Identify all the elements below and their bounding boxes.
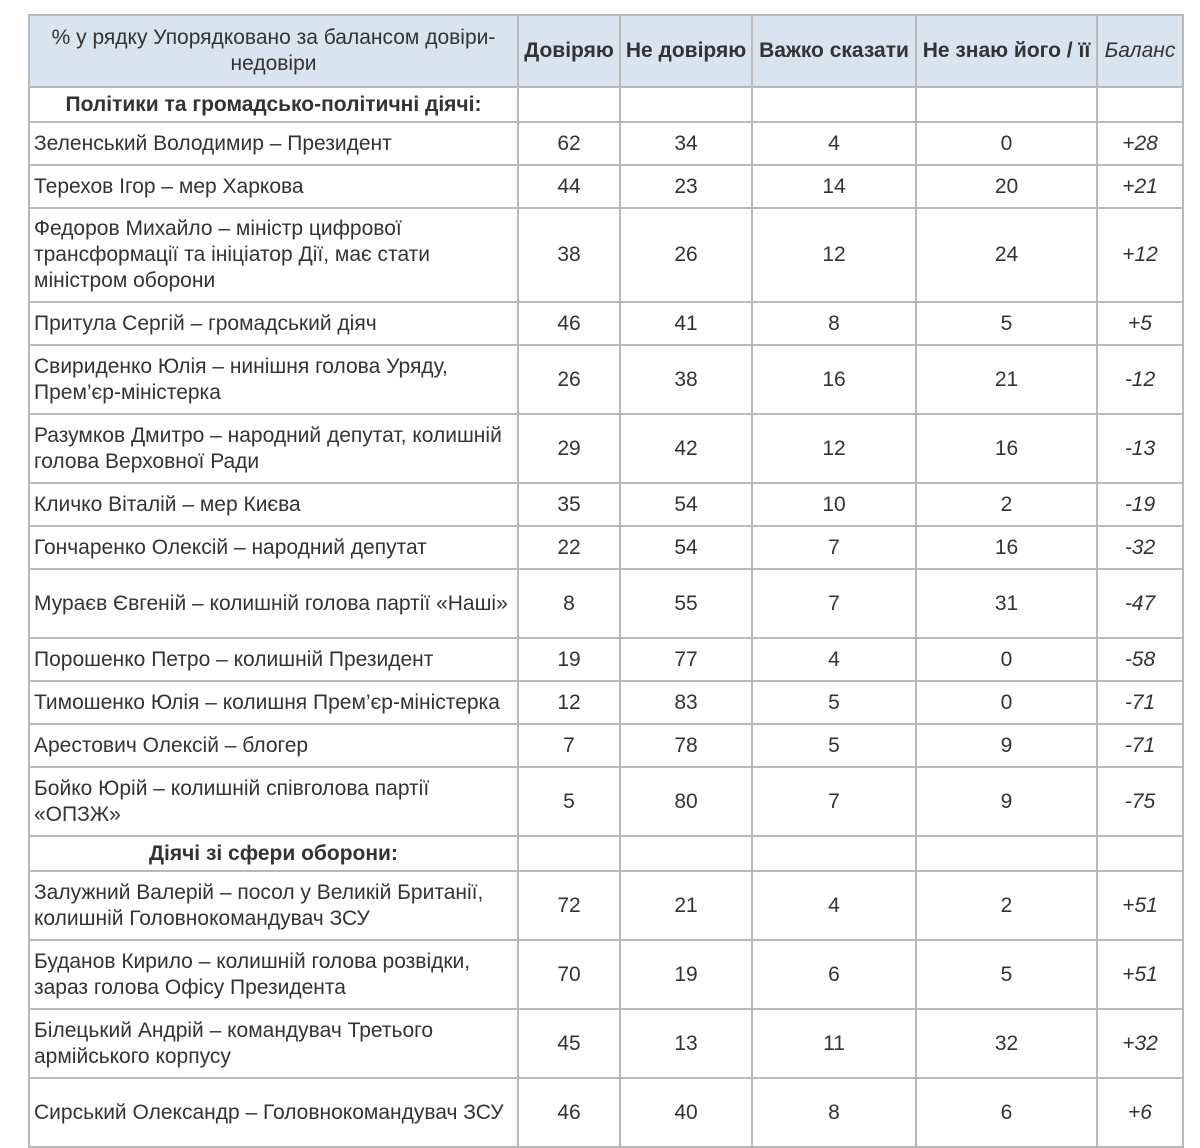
hard-to-say-cell: 8	[752, 302, 916, 345]
header-distrust: Не довіряю	[620, 15, 752, 87]
trust-cell: 19	[518, 638, 620, 681]
person-name-cell: Залужний Валерій – посол у Великій Британії, колишній Головнокомандувач ЗСУ	[29, 871, 518, 940]
hard-to-say-cell: 7	[752, 569, 916, 638]
person-name-cell: Федоров Михайло – міністр цифрової трансформації та ініціатор Дії, має стати міністром оборони	[29, 208, 518, 302]
section-empty-cell	[1097, 87, 1183, 122]
distrust-cell: 80	[620, 767, 752, 836]
distrust-cell: 83	[620, 681, 752, 724]
trust-cell: 5	[518, 767, 620, 836]
table-row	[29, 871, 1183, 940]
hard-to-say-cell: 7	[752, 767, 916, 836]
hard-to-say-cell: 4	[752, 638, 916, 681]
person-name-cell: Бойко Юрій – колишній співголова партії «ОПЗЖ»	[29, 767, 518, 836]
hard-to-say-cell: 7	[752, 526, 916, 569]
table-row	[29, 302, 1183, 345]
trust-cell: 44	[518, 165, 620, 208]
balance-cell: -71	[1097, 681, 1183, 724]
person-name-cell: Порошенко Петро – колишній Президент	[29, 638, 518, 681]
person-name-cell: Мураєв Євгеній – колишній голова партії «Наші»	[29, 569, 518, 638]
table-row	[29, 345, 1183, 414]
header-row	[29, 15, 1183, 87]
section-title: Політики та громадсько-політичні діячі:	[29, 87, 518, 122]
section-empty-cell	[1097, 836, 1183, 871]
dont-know-cell: 2	[916, 871, 1097, 940]
trust-cell: 72	[518, 871, 620, 940]
distrust-cell: 26	[620, 208, 752, 302]
trust-cell: 29	[518, 414, 620, 483]
distrust-cell: 54	[620, 483, 752, 526]
balance-cell: +51	[1097, 871, 1183, 940]
distrust-cell: 38	[620, 345, 752, 414]
trust-cell: 35	[518, 483, 620, 526]
person-name-cell: Буданов Кирило – колишній голова розвідки, зараз голова Офісу Президента	[29, 940, 518, 1009]
balance-cell: -47	[1097, 569, 1183, 638]
dont-know-cell: 9	[916, 767, 1097, 836]
section-row	[29, 87, 1183, 122]
header-name-column: % у рядку Упорядковано за балансом довіри-недовіри	[29, 15, 518, 87]
trust-table-container	[28, 14, 1182, 1148]
person-name-cell: Тимошенко Юлія – колишня Прем’єр-міністерка	[29, 681, 518, 724]
hard-to-say-cell: 12	[752, 414, 916, 483]
dont-know-cell: 5	[916, 302, 1097, 345]
hard-to-say-cell: 14	[752, 165, 916, 208]
hard-to-say-cell: 6	[752, 940, 916, 1009]
table-row	[29, 681, 1183, 724]
person-name-cell: Гончаренко Олексій – народний депутат	[29, 526, 518, 569]
trust-cell: 26	[518, 345, 620, 414]
person-name-cell: Білецький Андрій – командувач Третього армійського корпусу	[29, 1009, 518, 1078]
table-row	[29, 1078, 1183, 1147]
distrust-cell: 78	[620, 724, 752, 767]
section-empty-cell	[916, 836, 1097, 871]
person-name-cell: Терехов Ігор – мер Харкова	[29, 165, 518, 208]
distrust-cell: 34	[620, 122, 752, 165]
dont-know-cell: 20	[916, 165, 1097, 208]
dont-know-cell: 21	[916, 345, 1097, 414]
person-name-cell: Разумков Дмитро – народний депутат, колишній голова Верховної Ради	[29, 414, 518, 483]
hard-to-say-cell: 5	[752, 724, 916, 767]
person-name-cell: Сирський Олександр – Головнокомандувач ЗСУ	[29, 1078, 518, 1147]
distrust-cell: 54	[620, 526, 752, 569]
distrust-cell: 42	[620, 414, 752, 483]
table-row	[29, 1009, 1183, 1078]
section-empty-cell	[916, 87, 1097, 122]
balance-cell: -32	[1097, 526, 1183, 569]
balance-cell: +51	[1097, 940, 1183, 1009]
trust-cell: 8	[518, 569, 620, 638]
dont-know-cell: 24	[916, 208, 1097, 302]
balance-cell: -75	[1097, 767, 1183, 836]
dont-know-cell: 9	[916, 724, 1097, 767]
distrust-cell: 55	[620, 569, 752, 638]
table-row	[29, 569, 1183, 638]
trust-cell: 70	[518, 940, 620, 1009]
dont-know-cell: 32	[916, 1009, 1097, 1078]
header-trust: Довіряю	[518, 15, 620, 87]
table-row	[29, 414, 1183, 483]
page-top-strip	[0, 0, 1200, 14]
distrust-cell: 40	[620, 1078, 752, 1147]
section-empty-cell	[620, 836, 752, 871]
balance-cell: -12	[1097, 345, 1183, 414]
section-empty-cell	[620, 87, 752, 122]
balance-cell: +28	[1097, 122, 1183, 165]
table-row	[29, 483, 1183, 526]
table-row	[29, 122, 1183, 165]
dont-know-cell: 2	[916, 483, 1097, 526]
distrust-cell: 77	[620, 638, 752, 681]
trust-cell: 38	[518, 208, 620, 302]
balance-cell: -71	[1097, 724, 1183, 767]
header-hard-to-say: Важко сказати	[752, 15, 916, 87]
section-empty-cell	[752, 836, 916, 871]
distrust-cell: 19	[620, 940, 752, 1009]
person-name-cell: Арестович Олексій – блогер	[29, 724, 518, 767]
person-name-cell: Притула Сергій – громадський діяч	[29, 302, 518, 345]
table-header	[29, 15, 1183, 87]
dont-know-cell: 16	[916, 526, 1097, 569]
distrust-cell: 41	[620, 302, 752, 345]
table-row	[29, 767, 1183, 836]
balance-cell: +32	[1097, 1009, 1183, 1078]
balance-cell: +5	[1097, 302, 1183, 345]
table-body	[29, 87, 1183, 1147]
hard-to-say-cell: 8	[752, 1078, 916, 1147]
hard-to-say-cell: 4	[752, 122, 916, 165]
table-row	[29, 940, 1183, 1009]
table-row	[29, 165, 1183, 208]
dont-know-cell: 6	[916, 1078, 1097, 1147]
section-title: Діячі зі сфери оборони:	[29, 836, 518, 871]
dont-know-cell: 0	[916, 681, 1097, 724]
balance-cell: +12	[1097, 208, 1183, 302]
balance-cell: +6	[1097, 1078, 1183, 1147]
hard-to-say-cell: 5	[752, 681, 916, 724]
hard-to-say-cell: 10	[752, 483, 916, 526]
section-empty-cell	[752, 87, 916, 122]
trust-cell: 22	[518, 526, 620, 569]
distrust-cell: 13	[620, 1009, 752, 1078]
section-row	[29, 836, 1183, 871]
section-empty-cell	[518, 836, 620, 871]
hard-to-say-cell: 16	[752, 345, 916, 414]
section-empty-cell	[518, 87, 620, 122]
dont-know-cell: 0	[916, 638, 1097, 681]
balance-cell: -58	[1097, 638, 1183, 681]
distrust-cell: 23	[620, 165, 752, 208]
balance-cell: +21	[1097, 165, 1183, 208]
hard-to-say-cell: 11	[752, 1009, 916, 1078]
table-row	[29, 526, 1183, 569]
trust-cell: 46	[518, 1078, 620, 1147]
dont-know-cell: 5	[916, 940, 1097, 1009]
trust-cell: 46	[518, 302, 620, 345]
dont-know-cell: 16	[916, 414, 1097, 483]
person-name-cell: Кличко Віталій – мер Києва	[29, 483, 518, 526]
trust-cell: 62	[518, 122, 620, 165]
person-name-cell: Зеленський Володимир – Президент	[29, 122, 518, 165]
balance-cell: -13	[1097, 414, 1183, 483]
dont-know-cell: 0	[916, 122, 1097, 165]
person-name-cell: Свириденко Юлія – нинішня голова Уряду, Прем’єр-міністерка	[29, 345, 518, 414]
table-row	[29, 208, 1183, 302]
distrust-cell: 21	[620, 871, 752, 940]
hard-to-say-cell: 4	[752, 871, 916, 940]
header-dont-know: Не знаю його / її	[916, 15, 1097, 87]
hard-to-say-cell: 12	[752, 208, 916, 302]
balance-cell: -19	[1097, 483, 1183, 526]
dont-know-cell: 31	[916, 569, 1097, 638]
trust-balance-table	[28, 14, 1184, 1148]
table-row	[29, 724, 1183, 767]
trust-cell: 45	[518, 1009, 620, 1078]
trust-cell: 7	[518, 724, 620, 767]
table-row	[29, 638, 1183, 681]
trust-cell: 12	[518, 681, 620, 724]
header-balance: Баланс	[1097, 15, 1183, 87]
